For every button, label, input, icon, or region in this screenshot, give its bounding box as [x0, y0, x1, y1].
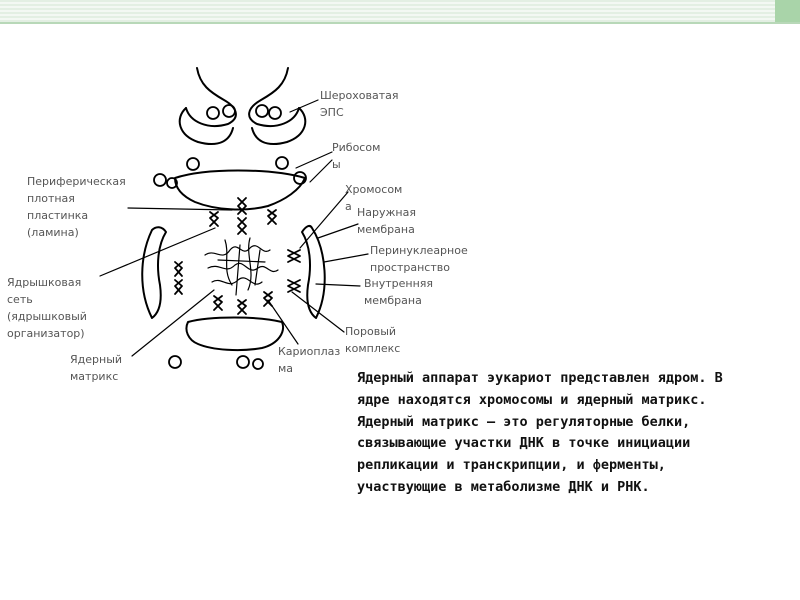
label-peripheral-lamina: Периферическая плотная пластинка (ламина)	[27, 175, 126, 239]
rough-er-shape	[180, 68, 306, 144]
label-perinuclear-space: Перинуклеарное пространство	[370, 244, 468, 274]
label-ribosomes: Рибосом ы	[332, 141, 381, 171]
chromosome-shapes	[175, 198, 300, 314]
description-text: Ядерный аппарат эукариот представлен ядром. В ядре находятся хромосомы и ядерный матрикс. Ядерный матрикс – это регуляторные белки, связывающие участки ДНК в точке инициации репликации и транскрипции, и ферменты, участвующие в метаболизме ДНК и РНК.	[357, 370, 723, 495]
envelope-right	[302, 226, 325, 318]
label-outer-membrane: Наружная мембрана	[357, 206, 416, 236]
label-pore-complex: Поровый комплекс	[345, 325, 401, 355]
label-rough-er: Шероховатая ЭПС	[320, 89, 399, 119]
label-karyoplasm: Кариоплаз ма	[278, 345, 341, 375]
label-nuclear-matrix: Ядерный матрикс	[70, 353, 123, 383]
nucleolar-network	[205, 238, 278, 295]
envelope-left	[142, 227, 166, 318]
label-chromosome: Хромосом а	[345, 183, 403, 213]
envelope-bottom	[186, 318, 283, 351]
label-inner-membrane: Внутренняя мембрана	[364, 277, 434, 307]
label-nucleolar-network: Ядрышковая сеть (ядрышковый организатор)	[7, 276, 87, 340]
